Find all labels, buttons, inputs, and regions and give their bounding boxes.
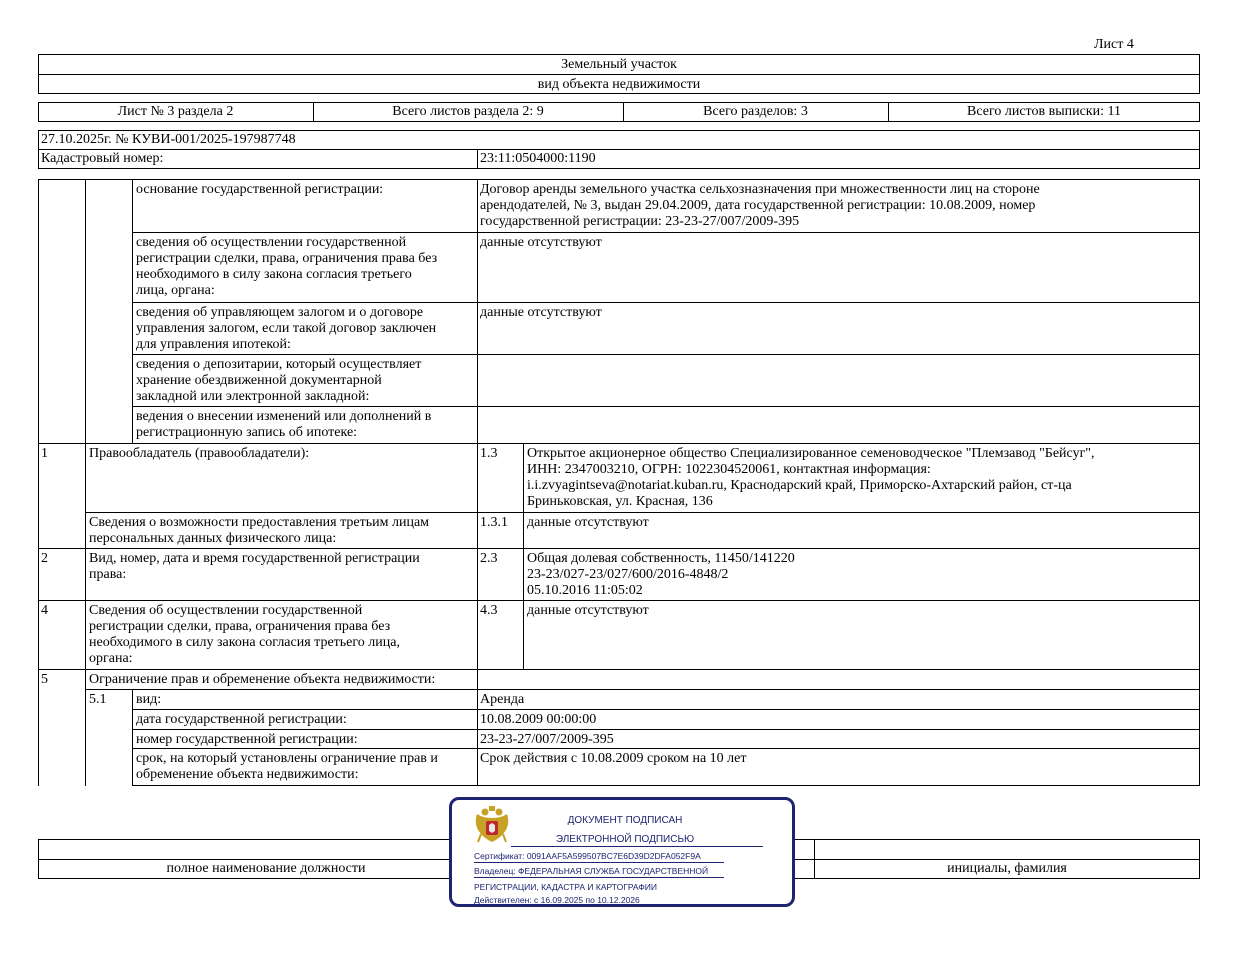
restriction-type-value: Аренда	[480, 692, 525, 707]
restriction-date-label: дата государственной регистрации:	[136, 712, 347, 727]
deal-registration-value: данные отсутствуют	[480, 235, 602, 250]
stamp-subtitle: ЭЛЕКТРОННОЙ ПОДПИСЬЮ	[555, 834, 695, 845]
restriction-number-value: 23-23-27/007/2009-395	[480, 732, 614, 747]
section-sheets: Всего листов раздела 2: 9	[392, 104, 544, 119]
row-number-2: 2	[41, 551, 48, 566]
right-type-label: Вид, номер, дата и время государственной регистрации права:	[89, 551, 420, 582]
row-number-4: 4	[41, 603, 48, 618]
object-kind: вид объекта недвижимости	[537, 77, 701, 92]
stamp-validity: Действителен: с 16.09.2025 по 10.12.2026	[474, 895, 640, 905]
sheet-number: Лист № 3 раздела 2	[117, 104, 234, 119]
deal-consent-label: Сведения об осуществлении государственной регистрации сделки, права, ограничения права без необходимого в силу закона согласия третьего лица, органа:	[89, 603, 400, 666]
holder-label: Правообладатель (правообладатели):	[89, 446, 310, 461]
restriction-term-label: срок, на который установлены ограничение прав и обременение объекта недвижимости:	[136, 751, 438, 782]
sheet-label: Лист 4	[1094, 37, 1134, 52]
restriction-number-label: номер государственной регистрации:	[136, 732, 358, 747]
right-type-value: Общая долевая собственность, 11450/141220 23-23/027-23/027/600/2016-4848/2 05.10.2016 11:05:02	[527, 551, 795, 598]
mortgage-changes-label: ведения о внесении изменений или дополнений в регистрационную запись об ипотеке:	[136, 409, 432, 440]
deal-consent-code: 4.3	[480, 603, 498, 618]
depositary-label: сведения о депозитарии, который осуществляет хранение обездвиженной документарной закладной или электронной закладной:	[136, 357, 422, 404]
cadastral-label: Кадастровый номер:	[41, 151, 164, 166]
extract-sheets: Всего листов выписки: 11	[967, 104, 1121, 119]
stamp-owner-line1: Владелец: ФЕДЕРАЛЬНАЯ СЛУЖБА ГОСУДАРСТВЕННОЙ	[474, 866, 709, 876]
object-name: Земельный участок	[561, 57, 677, 72]
holder-code: 1.3	[480, 446, 498, 461]
document-number: 27.10.2025г. № КУВИ-001/2025-197987748	[41, 132, 296, 147]
third-party-value: данные отсутствуют	[527, 515, 649, 530]
deal-consent-value: данные отсутствуют	[527, 603, 649, 618]
restriction-term-value: Срок действия с 10.08.2009 сроком на 10 лет	[480, 751, 747, 766]
restriction-sub-number: 5.1	[89, 692, 107, 707]
restriction-type-label: вид:	[136, 692, 162, 707]
third-party-label: Сведения о возможности предоставления третьим лицам персональных данных физического лица:	[89, 515, 430, 546]
stamp-owner-line2: РЕГИСТРАЦИИ, КАДАСТРА И КАРТОГРАФИИ	[474, 882, 657, 892]
sections-total: Всего разделов: 3	[703, 104, 808, 119]
row-number-1: 1	[41, 446, 48, 461]
stamp-certificate: Сертификат: 0091AAF5A599507BC7E6D39D2DFA052F9A	[474, 851, 701, 861]
right-type-code: 2.3	[480, 551, 498, 566]
cadastral-number: 23:11:0504000:1190	[480, 151, 596, 166]
basis-value: Договор аренды земельного участка сельхозназначения при множественности лиц на стороне арендодателей, № 3, выдан 29.04.2009, дата государственной регистрации: 10.08.2009, номер государственной регистрации: 23-23-27/007/2009-395	[480, 182, 1040, 229]
stamp-title: ДОКУМЕНТ ПОДПИСАН	[567, 815, 683, 826]
pledge-manager-value: данные отсутствуют	[480, 305, 602, 320]
electronic-signature-stamp	[449, 797, 795, 907]
pledge-manager-label: сведения об управляющем залогом и о договоре управления залогом, если такой договор заключен для управления ипотекой:	[136, 305, 437, 352]
basis-label: основание государственной регистрации:	[136, 182, 384, 197]
holder-value: Открытое акционерное общество Специализированное семеноводческое "Племзавод "Бейсуг", ИНН: 2347003210, ОГРН: 1022304520061, контактная информация: i.i.zvyagintseva@notariat.kuban.ru, Краснодарский край, Приморско-Ахтарский район, ст-ца Бриньковская, ул. Красная, 136	[527, 446, 1095, 509]
deal-registration-label: сведения об осуществлении государственной регистрации сделки, права, ограничения права без необходимого в силу закона согласия третьего лица, органа:	[136, 235, 438, 298]
third-party-code: 1.3.1	[480, 515, 508, 530]
position-caption: полное наименование должности	[166, 861, 366, 876]
initials-caption: инициалы, фамилия	[947, 861, 1067, 876]
restrictions-label: Ограничение прав и обременение объекта недвижимости:	[89, 672, 436, 687]
restriction-date-value: 10.08.2009 00:00:00	[480, 712, 597, 727]
row-number-5: 5	[41, 672, 48, 687]
